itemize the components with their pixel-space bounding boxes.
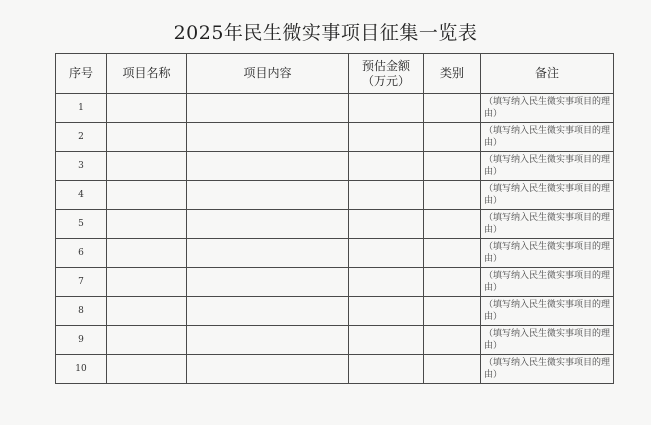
row-note-cell: （填写纳入民生微实事项目的理由） [481, 326, 614, 355]
table-row [56, 239, 614, 268]
row-project-content-cell[interactable] [187, 210, 349, 239]
row-seq-cell: 6 [56, 239, 107, 268]
row-note-cell: （填写纳入民生微实事项目的理由） [481, 297, 614, 326]
row-category-cell[interactable] [424, 181, 481, 210]
row-project-content-cell[interactable] [187, 297, 349, 326]
page-title: 2025年民生微实事项目征集一览表 [173, 22, 478, 44]
row-amount-cell[interactable] [349, 181, 424, 210]
row-project-name-cell[interactable] [107, 94, 187, 123]
row-project-name-cell[interactable] [107, 268, 187, 297]
row-seq-cell: 1 [56, 94, 107, 123]
row-project-name-cell[interactable] [107, 355, 187, 384]
row-amount-cell[interactable] [349, 355, 424, 384]
row-note-cell: （填写纳入民生微实事项目的理由） [481, 239, 614, 268]
row-category-cell[interactable] [424, 123, 481, 152]
row-note-cell: （填写纳入民生微实事项目的理由） [481, 152, 614, 181]
row-project-name-cell[interactable] [107, 123, 187, 152]
row-project-name-cell[interactable] [107, 326, 187, 355]
row-project-content-cell[interactable] [187, 181, 349, 210]
row-category-cell[interactable] [424, 326, 481, 355]
row-amount-cell[interactable] [349, 297, 424, 326]
table-row [56, 152, 614, 181]
table-row [56, 326, 614, 355]
row-amount-cell[interactable] [349, 268, 424, 297]
row-category-cell[interactable] [424, 268, 481, 297]
row-note-cell: （填写纳入民生微实事项目的理由） [481, 94, 614, 123]
table-row [56, 94, 614, 123]
row-amount-cell[interactable] [349, 239, 424, 268]
row-seq-cell: 7 [56, 268, 107, 297]
row-seq-cell: 5 [56, 210, 107, 239]
row-note-cell: （填写纳入民生微实事项目的理由） [481, 123, 614, 152]
header-estimated-amount [349, 54, 424, 94]
row-project-content-cell[interactable] [187, 94, 349, 123]
row-seq-cell: 10 [56, 355, 107, 384]
row-note-cell: （填写纳入民生微实事项目的理由） [481, 181, 614, 210]
header-category: 类别 [424, 54, 481, 94]
table-row [56, 123, 614, 152]
row-note-cell: （填写纳入民生微实事项目的理由） [481, 268, 614, 297]
row-project-name-cell[interactable] [107, 181, 187, 210]
header-amount-label: 预估金额 [361, 58, 410, 73]
row-project-name-cell[interactable] [107, 210, 187, 239]
row-category-cell[interactable] [424, 94, 481, 123]
row-note-cell: （填写纳入民生微实事项目的理由） [481, 355, 614, 384]
row-seq-cell: 2 [56, 123, 107, 152]
row-note-cell: （填写纳入民生微实事项目的理由） [481, 210, 614, 239]
row-category-cell[interactable] [424, 297, 481, 326]
header-amount-unit: （万元） [361, 73, 410, 88]
row-amount-cell[interactable] [349, 210, 424, 239]
table-body [56, 94, 614, 384]
row-project-name-cell[interactable] [107, 297, 187, 326]
row-amount-cell[interactable] [349, 326, 424, 355]
row-project-name-cell[interactable] [107, 152, 187, 181]
header-note: 备注 [481, 54, 614, 94]
row-category-cell[interactable] [424, 152, 481, 181]
row-amount-cell[interactable] [349, 123, 424, 152]
row-category-cell[interactable] [424, 355, 481, 384]
row-seq-cell: 8 [56, 297, 107, 326]
table-row [56, 355, 614, 384]
row-project-name-cell[interactable] [107, 239, 187, 268]
header-project-content: 项目内容 [187, 54, 349, 94]
project-table [55, 53, 614, 384]
row-project-content-cell[interactable] [187, 239, 349, 268]
row-project-content-cell[interactable] [187, 152, 349, 181]
table-row [56, 210, 614, 239]
row-amount-cell[interactable] [349, 152, 424, 181]
row-category-cell[interactable] [424, 210, 481, 239]
header-project-name: 项目名称 [107, 54, 187, 94]
row-project-content-cell[interactable] [187, 326, 349, 355]
header-seq: 序号 [56, 54, 107, 94]
table-row [56, 181, 614, 210]
row-seq-cell: 9 [56, 326, 107, 355]
table-row [56, 268, 614, 297]
row-amount-cell[interactable] [349, 94, 424, 123]
row-category-cell[interactable] [424, 239, 481, 268]
table-header-row [56, 54, 614, 94]
row-seq-cell: 4 [56, 181, 107, 210]
row-project-content-cell[interactable] [187, 355, 349, 384]
row-project-content-cell[interactable] [187, 268, 349, 297]
row-project-content-cell[interactable] [187, 123, 349, 152]
row-seq-cell: 3 [56, 152, 107, 181]
table-row [56, 297, 614, 326]
